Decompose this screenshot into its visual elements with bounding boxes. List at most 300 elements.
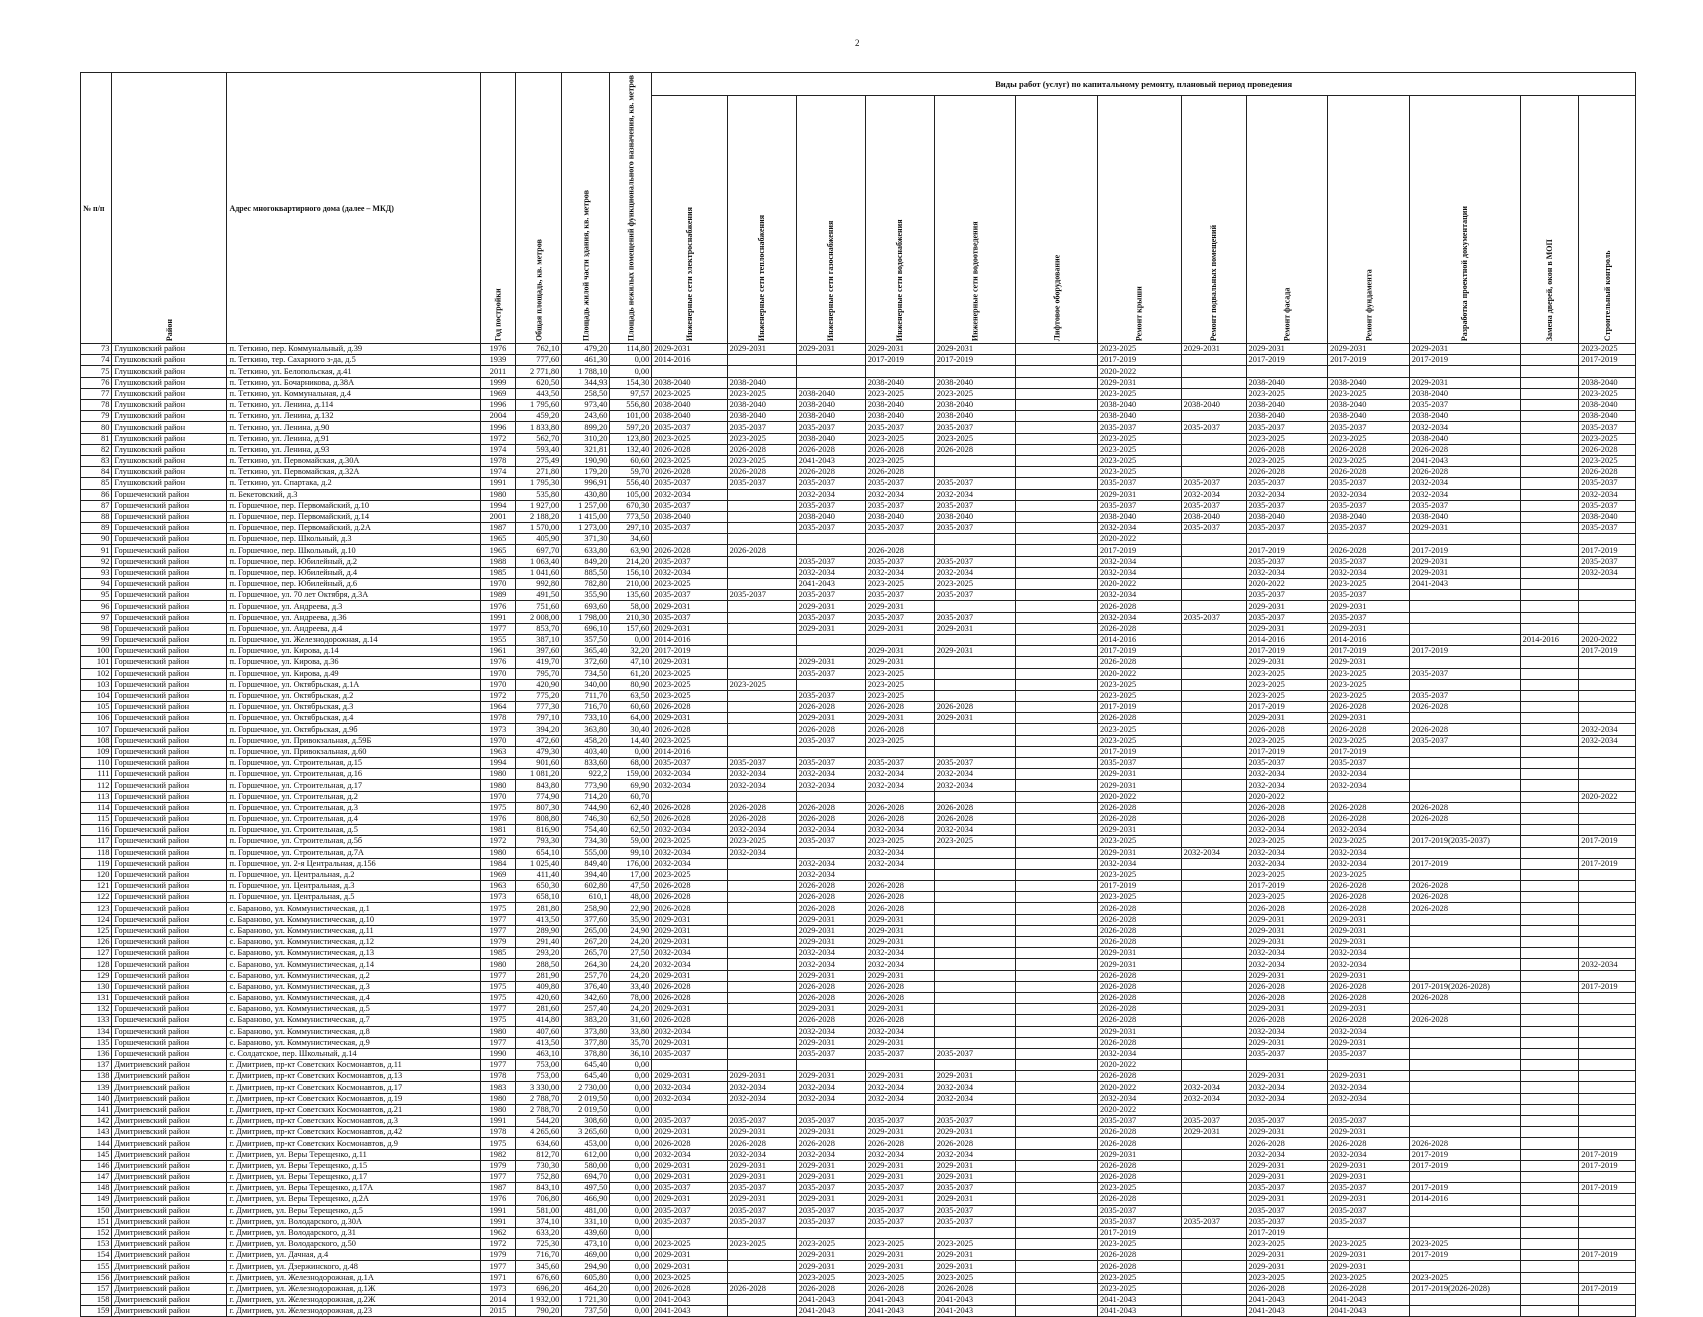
work-period-cell-1: 2035-2037 — [652, 500, 727, 511]
living-area-cell: 899,20 — [562, 422, 610, 433]
work-period-cell-9: 2029-2031 — [1246, 344, 1328, 355]
work-period-cell-13: 2017-2019 — [1579, 1250, 1636, 1261]
table-row — [81, 892, 1636, 903]
work-period-cell-11 — [1409, 959, 1520, 970]
table-row — [81, 422, 1636, 433]
work-period-cell-12 — [1520, 1048, 1579, 1059]
work-period-cell-3 — [796, 746, 865, 757]
row-num-cell: 113 — [81, 791, 112, 802]
work-period-cell-4: 2023-2025 — [865, 455, 934, 466]
row-num-cell: 120 — [81, 869, 112, 880]
work-period-cell-2: 2029-2031 — [727, 1171, 796, 1182]
work-period-cell-13: 2032-2034 — [1579, 489, 1636, 500]
year-cell: 1980 — [480, 769, 516, 780]
year-cell: 1980 — [480, 847, 516, 858]
district-cell: Дмитриевский район — [112, 1138, 227, 1149]
nonres-area-cell: 773,50 — [610, 511, 652, 522]
nonres-area-cell: 0,00 — [610, 1138, 652, 1149]
work-period-cell-11: 2029-2031 — [1409, 567, 1520, 578]
work-period-cell-5 — [934, 1026, 1016, 1037]
district-cell: Глушковский район — [112, 478, 227, 489]
nonres-area-cell: 60,60 — [610, 455, 652, 466]
work-period-cell-2: 2035-2037 — [727, 590, 796, 601]
work-period-cell-9: 2035-2037 — [1246, 478, 1328, 489]
work-period-cell-10: 2023-2025 — [1328, 690, 1410, 701]
work-period-cell-5: 2035-2037 — [934, 422, 1016, 433]
work-period-cell-2 — [727, 1060, 796, 1071]
work-period-cell-10 — [1328, 1060, 1410, 1071]
work-period-cell-12 — [1520, 500, 1579, 511]
work-period-cell-11: 2026-2028 — [1409, 892, 1520, 903]
work-period-cell-5: 2038-2040 — [934, 511, 1016, 522]
address-cell: п. Теткино, пер. Коммунальный, д.39 — [227, 344, 480, 355]
work-period-cell-6 — [1016, 411, 1098, 422]
work-period-cell-12 — [1520, 713, 1579, 724]
address-cell: г. Дмитриев, ул. Железнодорожная, д.2Ж — [227, 1295, 480, 1306]
total-area-cell: 2 008,00 — [516, 612, 562, 623]
work-period-cell-10: 2014-2016 — [1328, 634, 1410, 645]
living-area-cell: 996,91 — [562, 478, 610, 489]
year-cell: 1965 — [480, 545, 516, 556]
year-cell: 1976 — [480, 657, 516, 668]
work-period-cell-6 — [1016, 992, 1098, 1003]
nonres-area-cell: 0,00 — [610, 1093, 652, 1104]
work-period-cell-13 — [1579, 825, 1636, 836]
work-period-cell-13 — [1579, 1138, 1636, 1149]
table-row — [81, 903, 1636, 914]
work-period-cell-4 — [865, 1227, 934, 1238]
address-cell: п. Горшечное, ул. Центральная, д.3 — [227, 881, 480, 892]
work-period-cell-4: 2032-2034 — [865, 1149, 934, 1160]
nonres-area-cell: 0,00 — [610, 1194, 652, 1205]
work-period-cell-3: 2035-2037 — [796, 690, 865, 701]
work-period-cell-12 — [1520, 780, 1579, 791]
work-period-cell-12 — [1520, 1071, 1579, 1082]
table-row — [81, 746, 1636, 757]
address-cell: п. Горшечное, пер. Первомайский, д.14 — [227, 511, 480, 522]
work-period-cell-6 — [1016, 679, 1098, 690]
work-period-cell-10: 2035-2037 — [1328, 612, 1410, 623]
work-period-cell-9: 2026-2028 — [1246, 992, 1328, 1003]
work-period-cell-1: 2029-2031 — [652, 1071, 727, 1082]
living-area-cell: 355,90 — [562, 590, 610, 601]
work-period-cell-7: 2041-2043 — [1097, 1306, 1181, 1317]
work-period-cell-9: 2029-2031 — [1246, 1004, 1328, 1015]
work-period-cell-3 — [796, 1104, 865, 1115]
district-cell: Дмитриевский район — [112, 1205, 227, 1216]
total-area-cell: 414,80 — [516, 1015, 562, 1026]
work-period-cell-1: 2032-2034 — [652, 858, 727, 869]
year-cell: 1970 — [480, 579, 516, 590]
year-cell: 1977 — [480, 925, 516, 936]
row-num-cell: 76 — [81, 377, 112, 388]
work-period-cell-10: 2029-2031 — [1328, 1004, 1410, 1015]
work-period-cell-6 — [1016, 802, 1098, 813]
work-period-cell-3: 2038-2040 — [796, 388, 865, 399]
total-area-cell: 620,50 — [516, 377, 562, 388]
work-period-cell-11 — [1409, 746, 1520, 757]
year-cell: 1987 — [480, 1183, 516, 1194]
work-period-cell-6 — [1016, 1306, 1098, 1317]
work-period-cell-6 — [1016, 825, 1098, 836]
header-nonres-area: Площадь нежилых помещений функционального назначения, кв. метров — [610, 73, 652, 344]
work-period-cell-7: 2017-2019 — [1097, 545, 1181, 556]
work-period-cell-3: 2029-2031 — [796, 914, 865, 925]
work-period-cell-1: 2023-2025 — [652, 679, 727, 690]
table-row — [81, 780, 1636, 791]
work-period-cell-13: 2026-2028 — [1579, 444, 1636, 455]
row-num-cell: 144 — [81, 1138, 112, 1149]
nonres-area-cell: 101,00 — [610, 411, 652, 422]
address-cell: г. Дмитриев, ул. Веры Терещенко, д.17А — [227, 1183, 480, 1194]
work-period-cell-10: 2026-2028 — [1328, 1015, 1410, 1026]
district-cell: Горшеченский район — [112, 981, 227, 992]
table-row — [81, 534, 1636, 545]
address-cell: п. Горшечное, ул. Строительная, д.3 — [227, 802, 480, 813]
living-area-cell: 716,70 — [562, 702, 610, 713]
work-period-cell-11: 2035-2037 — [1409, 400, 1520, 411]
work-period-cell-4: 2035-2037 — [865, 1116, 934, 1127]
work-period-cell-6 — [1016, 1183, 1098, 1194]
work-period-cell-7: 2026-2028 — [1097, 992, 1181, 1003]
work-period-cell-9: 2029-2031 — [1246, 1261, 1328, 1272]
living-area-cell: 258,50 — [562, 388, 610, 399]
year-cell: 1975 — [480, 992, 516, 1003]
work-period-cell-2 — [727, 567, 796, 578]
nonres-area-cell: 27,50 — [610, 948, 652, 959]
nonres-area-cell: 0,00 — [610, 355, 652, 366]
work-period-cell-11: 2029-2031 — [1409, 344, 1520, 355]
work-period-cell-11: 2032-2034 — [1409, 489, 1520, 500]
work-period-cell-9: 2023-2025 — [1246, 1272, 1328, 1283]
work-period-cell-12 — [1520, 881, 1579, 892]
work-period-cell-6 — [1016, 713, 1098, 724]
work-period-cell-7: 2020-2022 — [1097, 1060, 1181, 1071]
work-period-cell-2 — [727, 937, 796, 948]
work-period-cell-2 — [727, 612, 796, 623]
row-num-cell: 94 — [81, 579, 112, 590]
work-period-cell-8 — [1181, 411, 1246, 422]
work-period-cell-9: 2032-2034 — [1246, 1093, 1328, 1104]
work-period-cell-4: 2029-2031 — [865, 970, 934, 981]
header-living-area: Площадь жилой части здания, кв. метров — [562, 73, 610, 344]
work-period-cell-5 — [934, 545, 1016, 556]
district-cell: Горшеченский район — [112, 1004, 227, 1015]
table-row — [81, 925, 1636, 936]
header-work-8: Ремонт подвальных помещений — [1181, 96, 1246, 344]
row-num-cell: 79 — [81, 411, 112, 422]
work-period-cell-6 — [1016, 702, 1098, 713]
work-period-cell-11: 2017-2019 — [1409, 1183, 1520, 1194]
work-period-cell-8 — [1181, 634, 1246, 645]
table-row — [81, 825, 1636, 836]
work-period-cell-7: 2026-2028 — [1097, 937, 1181, 948]
year-cell: 1999 — [480, 377, 516, 388]
work-period-cell-6 — [1016, 366, 1098, 377]
work-period-cell-3 — [796, 646, 865, 657]
work-period-cell-2 — [727, 1227, 796, 1238]
work-period-cell-6 — [1016, 1160, 1098, 1171]
work-period-cell-12 — [1520, 1216, 1579, 1227]
work-period-cell-9 — [1246, 1060, 1328, 1071]
work-period-cell-10: 2032-2034 — [1328, 948, 1410, 959]
work-period-cell-2: 2026-2028 — [727, 813, 796, 824]
work-period-cell-10: 2026-2028 — [1328, 724, 1410, 735]
work-period-cell-7: 2023-2025 — [1097, 444, 1181, 455]
work-period-cell-4: 2032-2034 — [865, 567, 934, 578]
work-period-cell-3 — [796, 534, 865, 545]
work-period-cell-6 — [1016, 1295, 1098, 1306]
district-cell: Горшеченский район — [112, 825, 227, 836]
work-period-cell-5: 2032-2034 — [934, 1082, 1016, 1093]
living-area-cell: 497,50 — [562, 1183, 610, 1194]
header-year: Год постройки — [480, 73, 516, 344]
work-period-cell-8 — [1181, 1250, 1246, 1261]
year-cell: 1963 — [480, 746, 516, 757]
row-num-cell: 132 — [81, 1004, 112, 1015]
work-period-cell-8 — [1181, 668, 1246, 679]
living-area-cell: 711,70 — [562, 690, 610, 701]
work-period-cell-2: 2026-2028 — [727, 1283, 796, 1294]
work-period-cell-4: 2029-2031 — [865, 1004, 934, 1015]
year-cell: 1987 — [480, 523, 516, 534]
table-row — [81, 467, 1636, 478]
work-period-cell-8: 2032-2034 — [1181, 489, 1246, 500]
work-period-cell-5: 2026-2028 — [934, 802, 1016, 813]
work-period-cell-12 — [1520, 1149, 1579, 1160]
work-period-cell-3: 2032-2034 — [796, 769, 865, 780]
address-cell: с. Бараново, ул. Коммунистическая, д.7 — [227, 1015, 480, 1026]
work-period-cell-1: 2026-2028 — [652, 702, 727, 713]
work-period-cell-3 — [796, 545, 865, 556]
work-period-cell-9: 2014-2016 — [1246, 634, 1328, 645]
work-period-cell-6 — [1016, 623, 1098, 634]
header-work-3: Инженерные сети газоснабжения — [796, 96, 865, 344]
work-period-cell-3: 2035-2037 — [796, 836, 865, 847]
work-period-cell-8 — [1181, 1138, 1246, 1149]
work-period-cell-9 — [1246, 1104, 1328, 1115]
address-cell: г. Дмитриев, ул. Володарского, д.50 — [227, 1239, 480, 1250]
work-period-cell-12 — [1520, 937, 1579, 948]
work-period-cell-6 — [1016, 1272, 1098, 1283]
work-period-cell-2 — [727, 948, 796, 959]
district-cell: Горшеченский район — [112, 590, 227, 601]
header-work-9: Ремонт фасада — [1246, 96, 1328, 344]
total-area-cell: 535,80 — [516, 489, 562, 500]
living-area-cell: 696,10 — [562, 623, 610, 634]
work-period-cell-9: 2035-2037 — [1246, 1183, 1328, 1194]
work-period-cell-4: 2026-2028 — [865, 545, 934, 556]
work-period-cell-13 — [1579, 948, 1636, 959]
work-period-cell-9: 2023-2025 — [1246, 690, 1328, 701]
work-period-cell-5: 2032-2034 — [934, 1149, 1016, 1160]
table-row — [81, 836, 1636, 847]
work-period-cell-4: 2017-2019 — [865, 355, 934, 366]
row-num-cell: 129 — [81, 970, 112, 981]
district-cell: Горшеченский район — [112, 567, 227, 578]
work-period-cell-2: 2038-2040 — [727, 377, 796, 388]
work-period-cell-1: 2029-2031 — [652, 1127, 727, 1138]
total-area-cell: 413,50 — [516, 1037, 562, 1048]
nonres-area-cell: 97,57 — [610, 388, 652, 399]
work-period-cell-2: 2032-2034 — [727, 1082, 796, 1093]
work-period-cell-12 — [1520, 1160, 1579, 1171]
work-period-cell-8 — [1181, 1060, 1246, 1071]
work-period-cell-12 — [1520, 623, 1579, 634]
work-period-cell-2: 2029-2031 — [727, 1160, 796, 1171]
work-period-cell-12 — [1520, 567, 1579, 578]
year-cell: 1973 — [480, 1283, 516, 1294]
work-period-cell-10: 2035-2037 — [1328, 556, 1410, 567]
nonres-area-cell: 0,00 — [610, 1272, 652, 1283]
address-cell: п. Горшечное, пер. Школьный, д.3 — [227, 534, 480, 545]
work-period-cell-8 — [1181, 1239, 1246, 1250]
work-period-cell-10: 2029-2031 — [1328, 623, 1410, 634]
work-period-cell-7: 2026-2028 — [1097, 802, 1181, 813]
table-row — [81, 914, 1636, 925]
work-period-cell-8 — [1181, 746, 1246, 757]
table-row — [81, 478, 1636, 489]
work-period-cell-13 — [1579, 1037, 1636, 1048]
work-period-cell-6 — [1016, 1283, 1098, 1294]
work-period-cell-11: 2035-2037 — [1409, 500, 1520, 511]
table-row — [81, 400, 1636, 411]
total-area-cell: 843,80 — [516, 780, 562, 791]
table-row — [81, 959, 1636, 970]
work-period-cell-1: 2035-2037 — [652, 1048, 727, 1059]
living-area-cell: 394,40 — [562, 869, 610, 880]
work-period-cell-2 — [727, 634, 796, 645]
work-period-cell-5 — [934, 959, 1016, 970]
work-period-cell-10: 2026-2028 — [1328, 881, 1410, 892]
work-period-cell-9: 2032-2034 — [1246, 847, 1328, 858]
work-period-cell-5 — [934, 1037, 1016, 1048]
work-period-cell-6 — [1016, 1205, 1098, 1216]
work-period-cell-3: 2035-2037 — [796, 590, 865, 601]
row-num-cell: 82 — [81, 444, 112, 455]
work-period-cell-8 — [1181, 377, 1246, 388]
work-period-cell-6 — [1016, 601, 1098, 612]
year-cell: 1971 — [480, 1272, 516, 1283]
page-number: 2 — [855, 38, 860, 48]
address-cell: г. Дмитриев, ул. Володарского, д.31 — [227, 1227, 480, 1238]
work-period-cell-12 — [1520, 948, 1579, 959]
work-period-cell-13: 2035-2037 — [1579, 500, 1636, 511]
total-area-cell: 775,20 — [516, 690, 562, 701]
work-period-cell-11 — [1409, 970, 1520, 981]
nonres-area-cell: 62,50 — [610, 825, 652, 836]
total-area-cell: 1 795,60 — [516, 400, 562, 411]
work-period-cell-5: 2029-2031 — [934, 1250, 1016, 1261]
work-period-cell-6 — [1016, 1026, 1098, 1037]
total-area-cell: 411,40 — [516, 869, 562, 880]
work-period-cell-5: 2023-2025 — [934, 433, 1016, 444]
district-cell: Глушковский район — [112, 433, 227, 444]
living-area-cell: 3 265,60 — [562, 1127, 610, 1138]
work-period-cell-7: 2023-2025 — [1097, 388, 1181, 399]
work-period-cell-6 — [1016, 433, 1098, 444]
district-cell: Дмитриевский район — [112, 1250, 227, 1261]
work-period-cell-6 — [1016, 959, 1098, 970]
work-period-cell-4 — [865, 1104, 934, 1115]
work-period-cell-1: 2032-2034 — [652, 489, 727, 500]
work-period-cell-13 — [1579, 769, 1636, 780]
work-period-cell-7: 2032-2034 — [1097, 523, 1181, 534]
capital-repair-table-sheet — [80, 72, 1636, 1317]
living-area-cell: 746,30 — [562, 813, 610, 824]
work-period-cell-13 — [1579, 758, 1636, 769]
work-period-cell-1: 2023-2025 — [652, 579, 727, 590]
work-period-cell-11 — [1409, 780, 1520, 791]
table-row — [81, 690, 1636, 701]
work-period-cell-8 — [1181, 724, 1246, 735]
work-period-cell-13 — [1579, 992, 1636, 1003]
year-cell: 1985 — [480, 567, 516, 578]
year-cell: 1964 — [480, 702, 516, 713]
work-period-cell-12 — [1520, 735, 1579, 746]
work-period-cell-1: 2032-2034 — [652, 948, 727, 959]
work-period-cell-3: 2032-2034 — [796, 948, 865, 959]
work-period-cell-4: 2029-2031 — [865, 925, 934, 936]
table-row — [81, 455, 1636, 466]
work-period-cell-5: 2032-2034 — [934, 825, 1016, 836]
work-period-cell-6 — [1016, 1071, 1098, 1082]
work-period-cell-10: 2032-2034 — [1328, 825, 1410, 836]
district-cell: Глушковский район — [112, 400, 227, 411]
total-area-cell: 716,70 — [516, 1250, 562, 1261]
total-area-cell: 1 081,20 — [516, 769, 562, 780]
table-row — [81, 1127, 1636, 1138]
table-row — [81, 1160, 1636, 1171]
work-period-cell-5 — [934, 847, 1016, 858]
header-works-group: Виды работ (услуг) по капитальному ремонту, плановый период проведения — [652, 73, 1636, 96]
district-cell: Дмитриевский район — [112, 1060, 227, 1071]
address-cell: п. Горшечное, ул. Кирова, д.14 — [227, 646, 480, 657]
address-cell: п. Горшечное, ул. Андреева, д.4 — [227, 623, 480, 634]
address-cell: п. Теткино, ул. Бочарникова, д.38А — [227, 377, 480, 388]
work-period-cell-8 — [1181, 903, 1246, 914]
district-cell: Дмитриевский район — [112, 1216, 227, 1227]
work-period-cell-2 — [727, 903, 796, 914]
work-period-cell-1: 2029-2031 — [652, 1194, 727, 1205]
living-area-cell: 373,80 — [562, 1026, 610, 1037]
work-period-cell-3: 2026-2028 — [796, 992, 865, 1003]
work-period-cell-8 — [1181, 467, 1246, 478]
work-period-cell-13: 2017-2019 — [1579, 355, 1636, 366]
work-period-cell-12 — [1520, 433, 1579, 444]
work-period-cell-6 — [1016, 937, 1098, 948]
year-cell: 1970 — [480, 791, 516, 802]
work-period-cell-13 — [1579, 690, 1636, 701]
work-period-cell-10 — [1328, 1104, 1410, 1115]
address-cell: г. Дмитриев, ул. Веры Терещенко, д.11 — [227, 1149, 480, 1160]
year-cell: 1976 — [480, 344, 516, 355]
work-period-cell-13 — [1579, 869, 1636, 880]
work-period-cell-8 — [1181, 1283, 1246, 1294]
work-period-cell-11 — [1409, 825, 1520, 836]
work-period-cell-11 — [1409, 534, 1520, 545]
work-period-cell-2 — [727, 914, 796, 925]
row-num-cell: 131 — [81, 992, 112, 1003]
work-period-cell-2 — [727, 489, 796, 500]
district-cell: Горшеченский район — [112, 780, 227, 791]
work-period-cell-1 — [652, 366, 727, 377]
work-period-cell-1: 2035-2037 — [652, 590, 727, 601]
work-period-cell-1: 2023-2025 — [652, 455, 727, 466]
table-row — [81, 858, 1636, 869]
district-cell: Дмитриевский район — [112, 1116, 227, 1127]
work-period-cell-10: 2032-2034 — [1328, 858, 1410, 869]
